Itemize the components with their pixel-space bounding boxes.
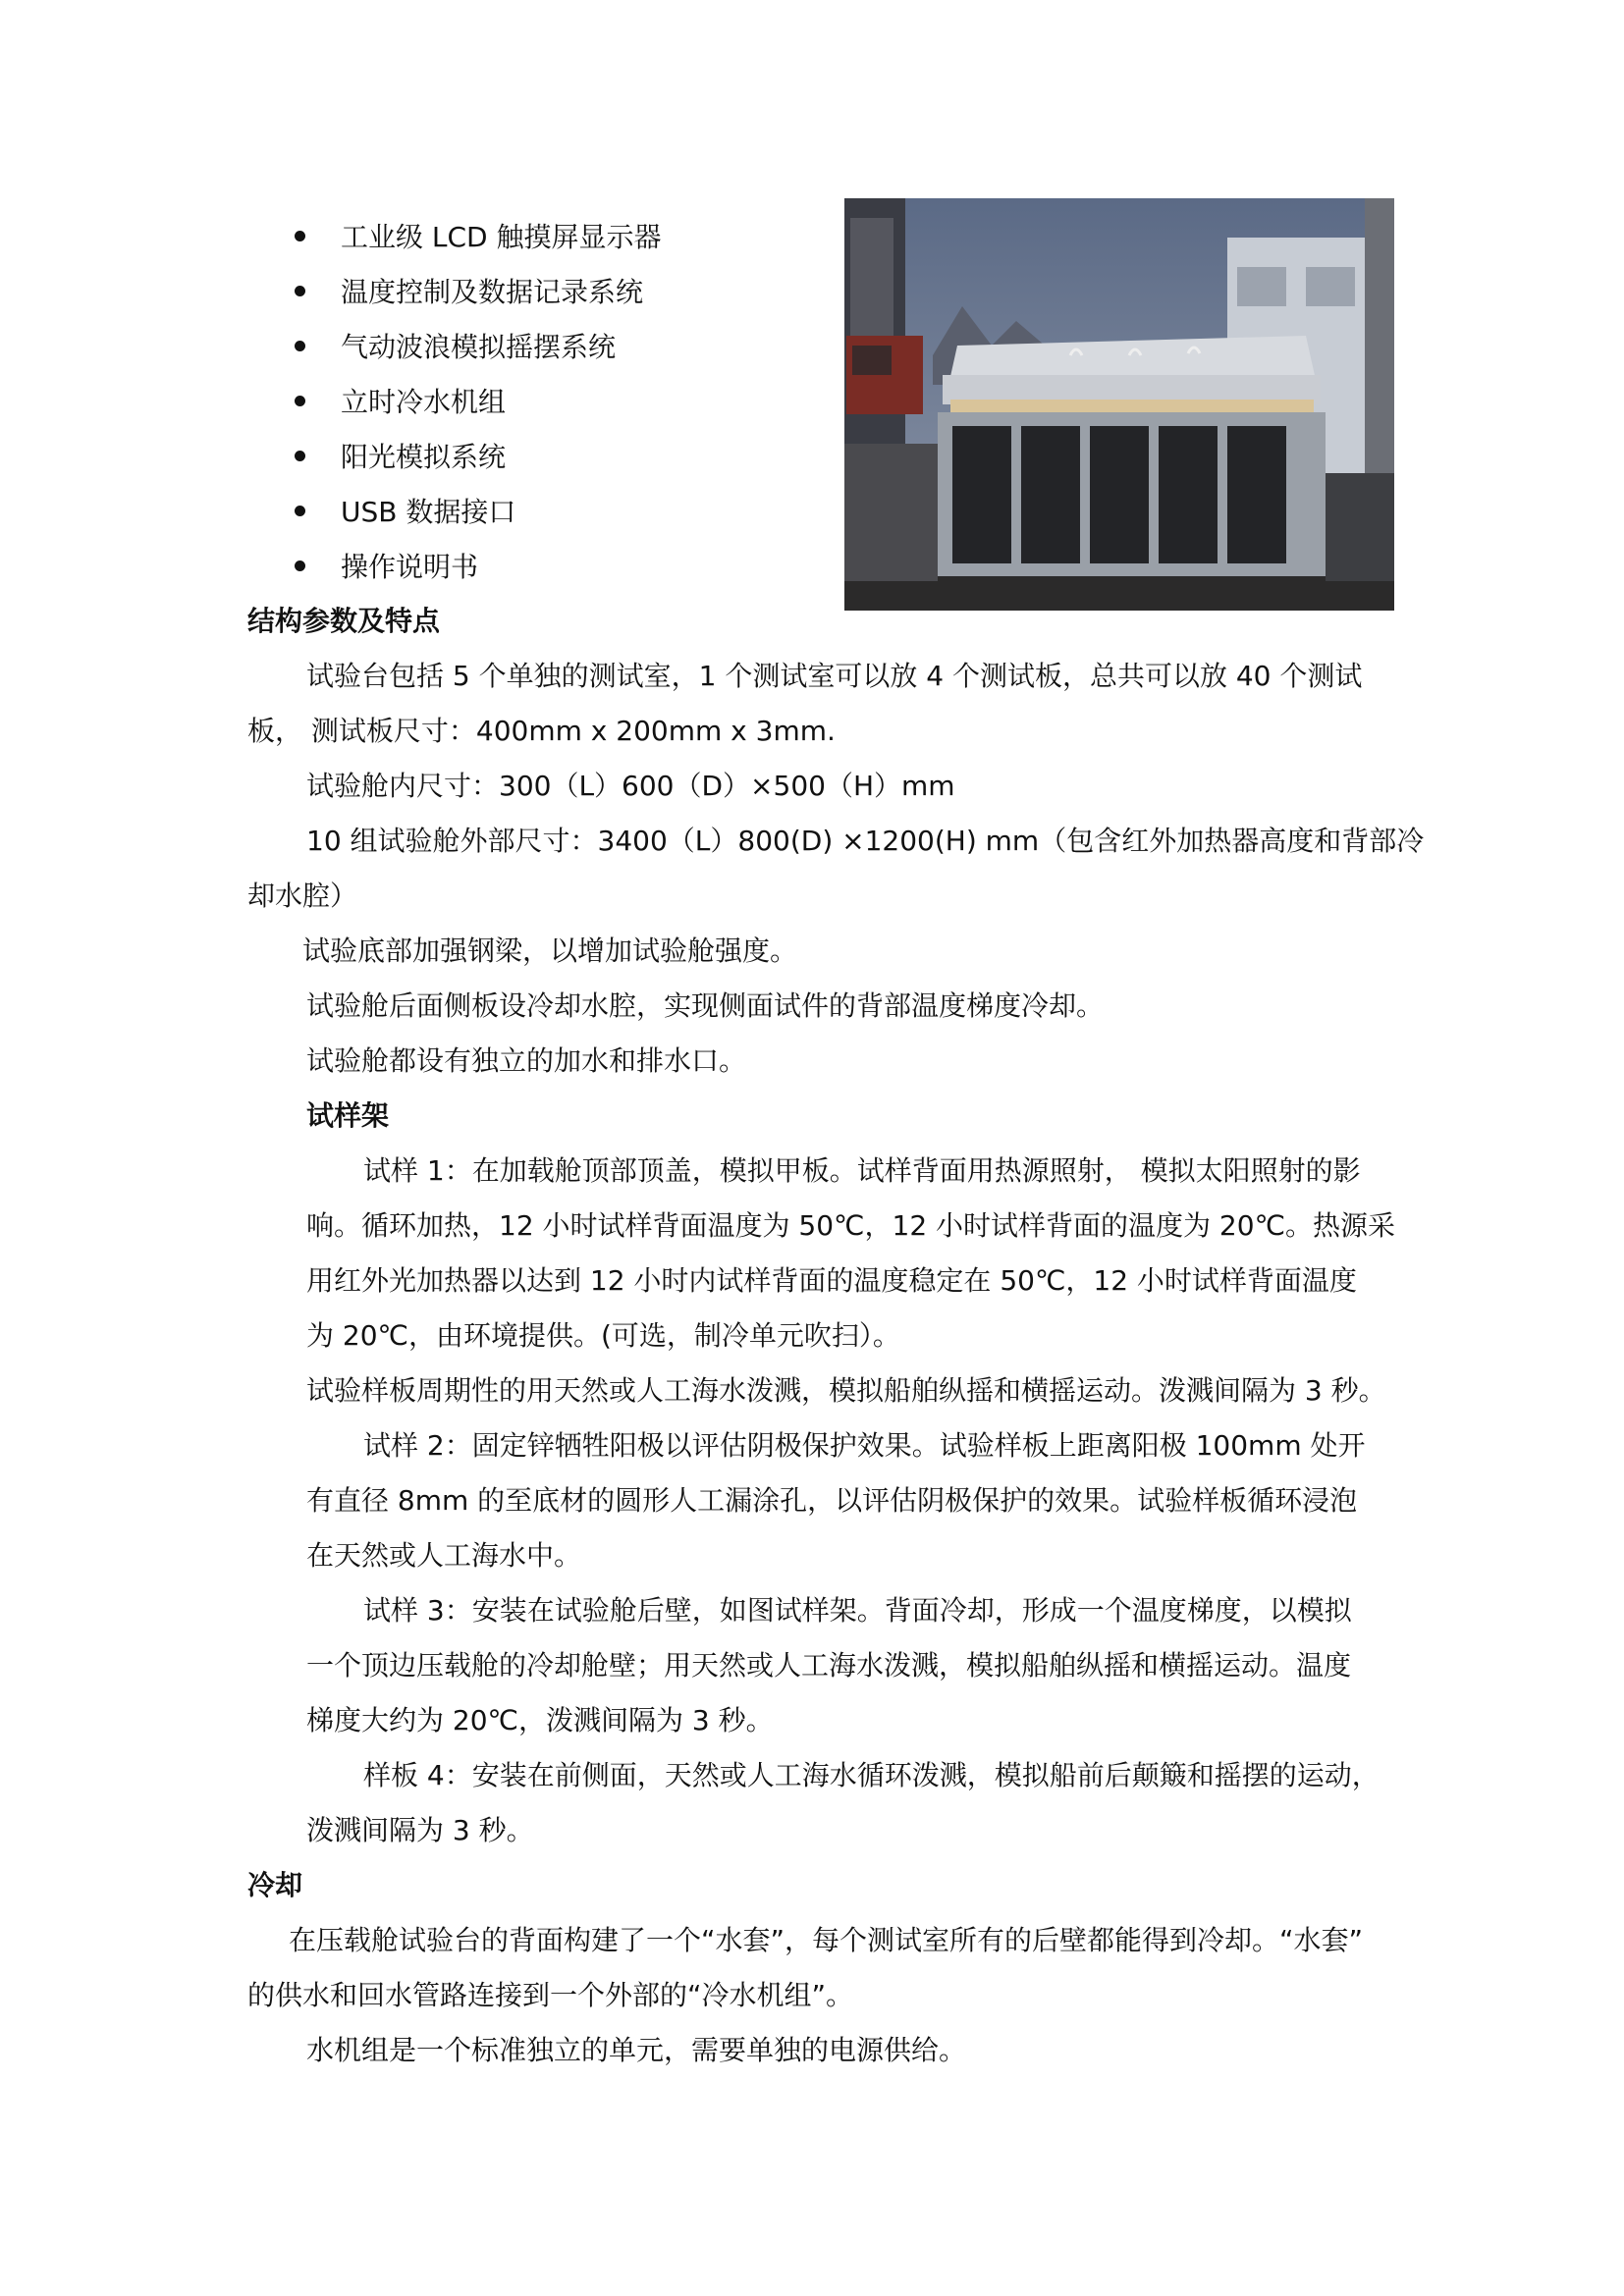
list-item: 气动波浪模拟摇摆系统	[295, 320, 662, 375]
paragraph-line: 试验舱都设有独立的加水和排水口。	[306, 1044, 747, 1077]
paragraph-line: 水机组是一个标准独立的单元，需要单独的电源供给。	[306, 2034, 967, 2066]
paragraph-line: 试验样板周期性的用天然或人工海水泼溅，模拟船舶纵摇和横摇运动。泼溅间隔为 3 秒。	[306, 1374, 1386, 1407]
paragraph-line: 响。循环加热，12 小时试样背面温度为 50℃，12 小时试样背面的温度为 20℃。热源采	[306, 1209, 1396, 1242]
bullet-icon	[295, 396, 305, 406]
paragraph-line: 用红外光加热器以达到 12 小时内试样背面的温度稳定在 50℃，12 小时试样背面温度	[306, 1264, 1357, 1297]
paragraph-line: 试样 2：固定锌牺牲阳极以评估阴极保护效果。试验样板上距离阳极 100mm 处开	[363, 1429, 1366, 1462]
paragraph-line: 板， 测试板尺寸：400mm x 200mm x 3mm.	[247, 715, 836, 747]
paragraph-line: 试样 3：安装在试验舱后壁，如图试样架。背面冷却，形成一个温度梯度，以模拟	[363, 1594, 1352, 1627]
bullet-icon	[295, 341, 305, 351]
paragraph-line: 试验底部加强钢梁，以增加试验舱强度。	[302, 934, 798, 967]
test-chamber-illustration	[844, 198, 1394, 611]
paragraph-line: 一个顶边压载舱的冷却舱壁；用天然或人工海水泼溅，模拟船舶纵摇和横摇运动。温度	[306, 1649, 1352, 1682]
bullet-icon	[295, 561, 305, 571]
list-item: 阳光模拟系统	[295, 430, 662, 485]
paragraph-line: 试样 1：在加载舱顶部顶盖，模拟甲板。试样背面用热源照射， 模拟太阳照射的影	[363, 1154, 1361, 1187]
list-item: 立时冷水机组	[295, 375, 662, 430]
section-heading-sample-rack: 试样架	[306, 1099, 390, 1132]
paragraph-line: 却水腔）	[247, 880, 358, 912]
bullet-icon	[295, 286, 305, 296]
test-chamber-photo	[844, 198, 1394, 611]
paragraph-line: 样板 4：安装在前侧面，天然或人工海水循环泼溅，模拟船前后颠簸和摇摆的运动，	[363, 1759, 1380, 1791]
paragraph-line: 试验台包括 5 个单独的测试室，1 个测试室可以放 4 个测试板，总共可以放 40 个测试	[306, 660, 1363, 692]
paragraph-line: 在压载舱试验台的背面构建了一个“水套”，每个测试室所有的后壁都能得到冷却。“水套”	[289, 1924, 1364, 1956]
equipment-list	[295, 210, 662, 595]
list-item: 操作说明书	[295, 540, 662, 595]
paragraph-line: 试验舱后面侧板设冷却水腔，实现侧面试件的背部温度梯度冷却。	[306, 989, 1105, 1022]
paragraph-line: 在天然或人工海水中。	[306, 1539, 582, 1572]
list-item: 温度控制及数据记录系统	[295, 265, 662, 320]
list-item: 工业级 LCD 触摸屏显示器	[295, 210, 662, 265]
paragraph-line: 有直径 8mm 的至底材的圆形人工漏涂孔，以评估阴极保护的效果。试验样板循环浸泡	[306, 1484, 1358, 1517]
paragraph-line: 为 20℃，由环境提供。(可选，制冷单元吹扫）。	[306, 1319, 900, 1352]
bullet-icon	[295, 506, 305, 516]
paragraph-line: 10 组试验舱外部尺寸：3400（L）800(D) ×1200(H) mm（包含红外加热器高度和背部冷	[306, 825, 1425, 857]
paragraph-line: 梯度大约为 20℃，泼溅间隔为 3 秒。	[306, 1704, 774, 1736]
bullet-icon	[295, 451, 305, 461]
section-heading-cooling: 冷却	[247, 1869, 303, 1901]
paragraph-line: 的供水和回水管路连接到一个外部的“冷水机组”。	[247, 1979, 854, 2011]
paragraph-line: 试验舱内尺寸：300（L）600（D）×500（H）mm	[306, 770, 955, 802]
paragraph-line: 泼溅间隔为 3 秒。	[306, 1814, 534, 1846]
bullet-icon	[295, 231, 305, 241]
section-heading-structure: 结构参数及特点	[247, 605, 441, 637]
list-item: USB 数据接口	[295, 485, 662, 540]
